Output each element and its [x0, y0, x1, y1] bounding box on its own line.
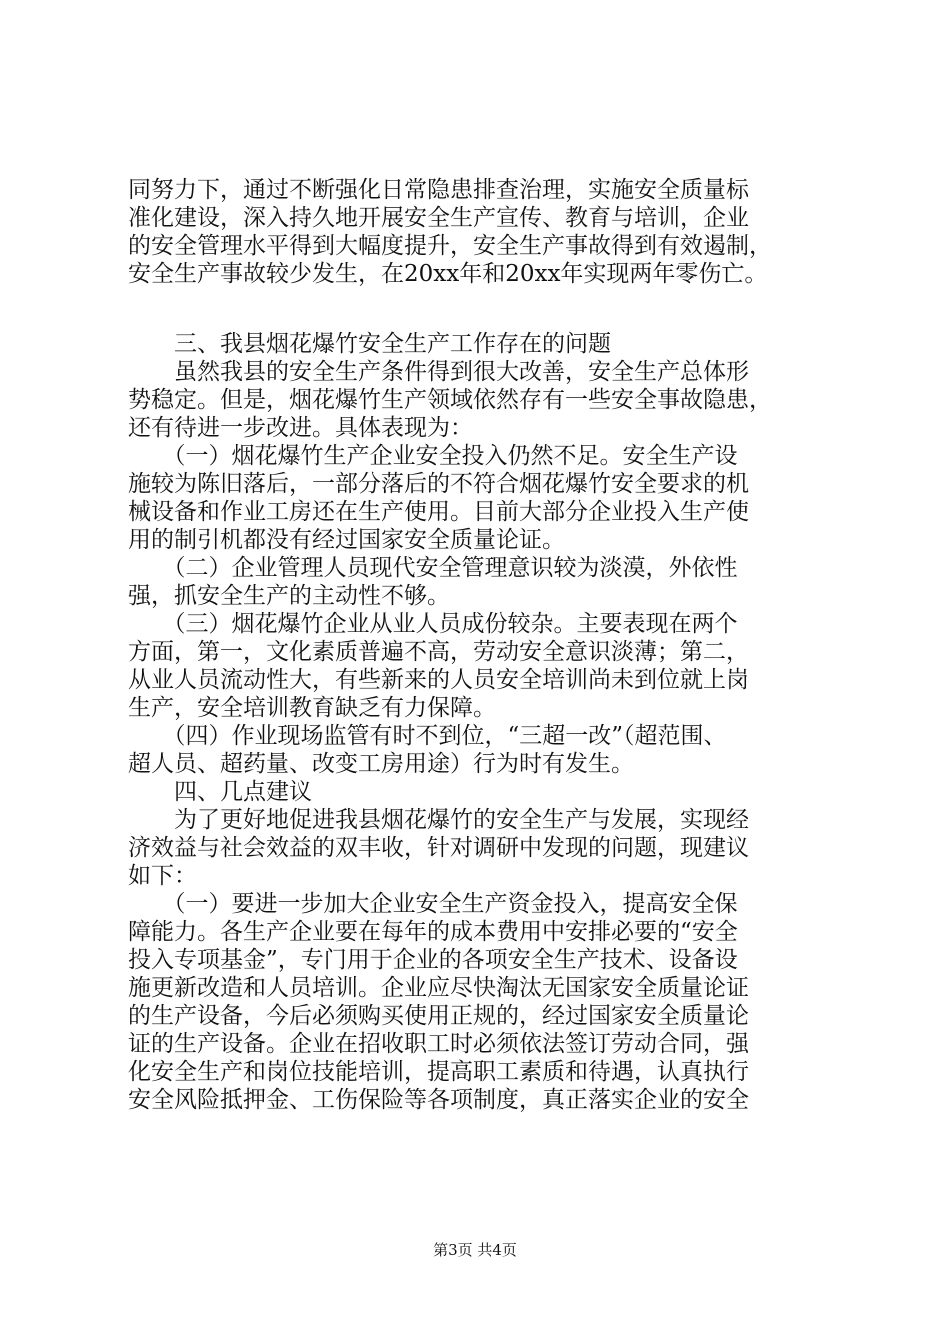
section-heading: 三、我县烟花爆竹安全生产工作存在的问题 [128, 331, 611, 357]
text-line: 同努力下，通过不断强化日常隐患排查治理，实施安全质量标 [128, 177, 749, 203]
text-line: 施更新改造和人员培训。企业应尽快淘汰无国家安全质量论证 [128, 975, 749, 1001]
text-line: 虽然我县的安全生产条件得到很大改善，安全生产总体形 [128, 359, 749, 385]
text-line: 证的生产设备。企业在招收职工时必须依法签订劳动合同，强 [128, 1031, 749, 1057]
text-line: （三）烟花爆竹企业从业人员成份较杂。主要表现在两个 [128, 611, 738, 637]
text-line: 还有待进一步改进。具体表现为： [128, 415, 473, 441]
text-line: 准化建设，深入持久地开展安全生产宣传、教育与培训，企业 [128, 205, 749, 231]
text-line: 超人员、超药量、改变工房用途）行为时有发生。 [128, 751, 634, 777]
document-body [128, 176, 828, 1114]
text-line: 化安全生产和岗位技能培训，提高职工素质和待遇，认真执行 [128, 1059, 749, 1085]
text-line: 安全生产事故较少发生，在20xx年和20xx年实现两年零伤亡。 [128, 261, 768, 287]
text-line: （一）要进一步加大企业安全生产资金投入，提高安全保 [128, 891, 738, 917]
text-line: 从业人员流动性大，有些新来的人员安全培训尚未到位就上岗 [128, 667, 749, 693]
text-line: 障能力。各生产企业要在每年的成本费用中安排必要的“安全 [128, 919, 738, 945]
text-line: 投入专项基金”，专门用于企业的各项安全生产技术、设备设 [128, 947, 738, 973]
section-heading: 四、几点建议 [128, 779, 312, 805]
paragraph-gap [128, 288, 828, 330]
text-line: 安全风险抵押金、工伤保险等各项制度，真正落实企业的安全 [128, 1087, 749, 1113]
text-line: 生产，安全培训教育缺乏有力保障。 [128, 695, 496, 721]
text-line: 济效益与社会效益的双丰收，针对调研中发现的问题，现建议 [128, 835, 749, 861]
text-line: 为了更好地促进我县烟花爆竹的安全生产与发展，实现经 [128, 807, 749, 833]
text-line: 施较为陈旧落后，一部分落后的不符合烟花爆竹安全要求的机 [128, 471, 749, 497]
text-line: 的生产设备，今后必须购买使用正规的，经过国家安全质量论 [128, 1003, 749, 1029]
text-line: 方面，第一，文化素质普遍不高，劳动安全意识淡薄；第二， [128, 639, 749, 665]
text-line: （四）作业现场监管有时不到位，“三超一改”（超范围、 [128, 723, 727, 749]
text-line: （一）烟花爆竹生产企业安全投入仍然不足。安全生产设 [128, 443, 738, 469]
text-line: 的安全管理水平得到大幅度提升，安全生产事故得到有效遏制， [128, 233, 772, 259]
text-line: 用的制引机都没有经过国家安全质量论证。 [128, 527, 565, 553]
text-line: 势稳定。但是，烟花爆竹生产领域依然存有一些安全事故隐患， [128, 387, 772, 413]
page-footer: 第3页 共4页 [433, 1241, 517, 1259]
text-line: 械设备和作业工房还在生产使用。目前大部分企业投入生产使 [128, 499, 749, 525]
text-line: （二）企业管理人员现代安全管理意识较为淡漠，外依性 [128, 555, 738, 581]
text-line: 强，抓安全生产的主动性不够。 [128, 583, 450, 609]
text-line: 如下： [128, 863, 197, 889]
